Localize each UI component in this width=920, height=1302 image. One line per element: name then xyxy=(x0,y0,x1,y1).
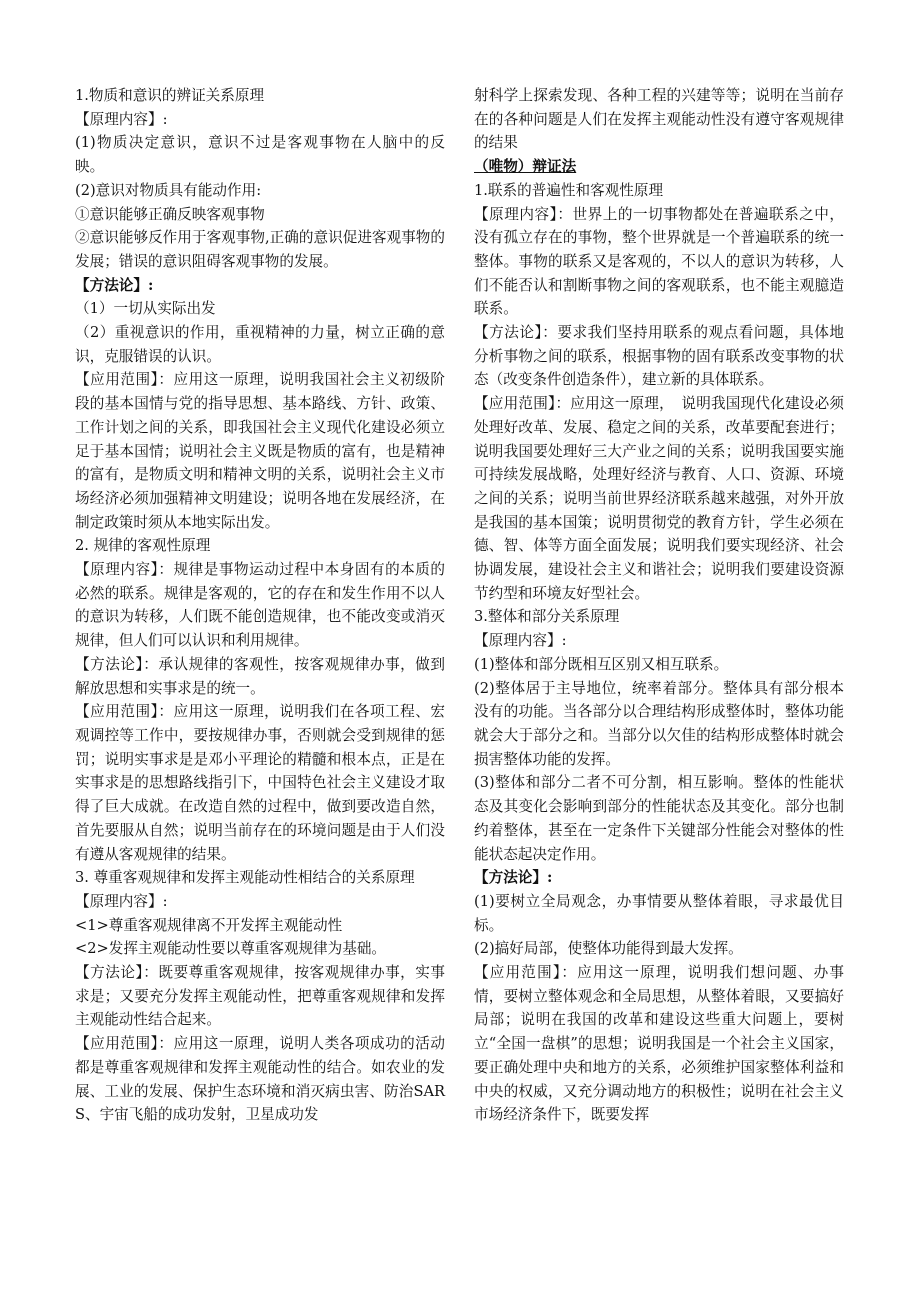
left-paragraph: <1>尊重客观规律离不开发挥主观能动性 xyxy=(75,916,343,934)
left-paragraph: 【应用范围】：应用这一原理，说明我国社会主义初级阶段的基本国情与党的指导思想、基本路线、方针、政策、工作计划之间的关系，即我国社会主义现代化建设必须立足于基本国情；说明社会主义既是物质的富有，也是精神的富有，是物质文明和精神文明的关系，说明社会主义市场经济必须加强精神文明建设；说明各地在发展经济，在制定政策时须从本地实际出发。 xyxy=(75,371,445,531)
left-paragraph: ②意识能够反作用于客观事物,正确的意识促进客观事物的发展；错误的意识阻碍客观事物的发展。 xyxy=(75,229,445,270)
left-paragraph: (2)意识对物质具有能动作用: xyxy=(75,181,262,199)
right-paragraph: (2)整体居于主导地位，统率着部分。整体具有部分根本没有的功能。当各部分以合理结构形成整体时，整体功能就会大于部分之和。当部分以欠佳的结构形成整体时就会损害整体功能的发挥。 xyxy=(474,679,844,768)
left-paragraph: ①意识能够正确反映客观事物 xyxy=(75,205,265,223)
left-paragraph: 【原理内容】: xyxy=(75,110,168,128)
left-paragraph: 【方法论】: xyxy=(75,276,154,294)
left-paragraph: 【原理内容】: xyxy=(75,892,168,910)
left-paragraph: 【原理内容】：规律是事物运动过程中本身固有的本质的必然的联系。规律是客观的，它的存在和发生作用不以人的意识为转移，人们既不能创造规律，也不能改变或消灭规律，但人们可以认识和利用规律。 xyxy=(75,561,445,650)
right-paragraph: 3.整体和部分关系原理 xyxy=(474,608,620,626)
right-paragraph: (3)整体和部分二者不可分割，相互影响。整体的性能状态及其变化会影响到部分的性能状态及其变化。部分也制约着整体，甚至在一定条件下关键部分性能会对整体的性能状态起决定作用。 xyxy=(474,774,844,863)
left-paragraph: (1)物质决定意识，意识不过是客观事物在人脑中的反映。 xyxy=(75,134,445,176)
left-paragraph: 3. 尊重客观规律和发挥主观能动性相结合的关系原理 xyxy=(75,869,415,887)
right-paragraph: 【应用范围】：应用这一原理，说明我们想问题、办事情，要树立整体观念和全局思想，从整体着眼，又要搞好局部；说明在我国的改革和建设这些重大问题上，要树立“全国一盘棋”的思想；说明我国是一个社会主义国家，要正确处理中央和地方的关系，必须维护国家整体利益和中央的权威，又充分调动地方的积极性；说明在社会主义市场经济条件下，既要发挥 xyxy=(474,964,844,1124)
right-paragraph: （唯物）辩证法 xyxy=(474,158,577,176)
right-paragraph: 1.联系的普遍性和客观性原理 xyxy=(474,181,664,199)
left-paragraph: <2>发挥主观能动性要以尊重客观规律为基础。 xyxy=(75,940,387,958)
left-paragraph: 【应用范围】：应用这一原理，说明我们在各项工程、宏观调控等工作中，要按规律办事，否则就会受到规律的惩罚；说明实事求是是邓小平理论的精髓和根本点，正是在实事求是的思想路线指引下，中国特色社会主义建设才取得了巨大成就。在改造自然的过程中，做到要改造自然，首先要服从自然；说明当前存在的环境问题是由于人们没有遵从客观规律的结果。 xyxy=(75,703,445,863)
left-column xyxy=(75,84,445,1127)
right-paragraph: 【方法论】：要求我们坚持用联系的观点看问题，具体地分析事物之间的联系，根据事物的固有联系改变事物的状态（改变条件创造条件），建立新的具体联系。 xyxy=(474,324,844,389)
right-paragraph: 【原理内容】: xyxy=(474,632,567,650)
right-paragraph: 【应用范围】：应用这一原理， 说明我国现代化建设必须处理好改革、发展、稳定之间的关系，改革要配套进行；说明我国要处理好三大产业之间的关系；说明我国要实施可持续发展战略，处理好经济与教育、人口、资源、环境之间的关系；说明当前世界经济联系越来越强，对外开放是我国的基本国策；说明贯彻党的教育方针，学生必须在德、智、体等方面全面发展；说明我们要实现经济、社会协调发展，建设社会主义和谐社会；说明我们要建设资源节约型和环境友好型社会。 xyxy=(474,395,844,602)
right-paragraph: 射科学上探索发现、各种工程的兴建等等；说明在当前存在的各种问题是人们在发挥主观能动性没有遵守客观规律的结果 xyxy=(474,87,844,152)
left-paragraph: （2）重视意识的作用，重视精神的力量，树立正确的意识，克服错误的认识。 xyxy=(75,324,445,365)
left-paragraph: 1.物质和意识的辨证关系原理 xyxy=(75,87,265,104)
left-paragraph: 【方法论】：既要尊重客观规律，按客观规律办事，实事求是；又要充分发挥主观能动性，把尊重客观规律和发挥主观能动性结合起来。 xyxy=(75,964,445,1029)
right-column xyxy=(474,84,844,1127)
left-paragraph: 【方法论】：承认规律的客观性，按客观规律办事，做到解放思想和实事求是的统一。 xyxy=(75,655,445,697)
right-paragraph: (1)要树立全局观念，办事情要从整体着眼，寻求最优目标。 xyxy=(474,892,844,934)
right-paragraph: 【原理内容】：世界上的一切事物都处在普遍联系之中，没有孤立存在的事物，整个世界就是一个普遍联系的统一整体。事物的联系又是客观的，不以人的意识为转移，人们不能否认和割断事物之间的客观联系，也不能主观臆造联系。 xyxy=(474,205,844,318)
right-paragraph: (1)整体和部分既相互区别又相互联系。 xyxy=(474,655,729,673)
right-paragraph: (2)搞好局部，使整体功能得到最大发挥。 xyxy=(474,940,743,958)
left-paragraph: 【应用范围】：应用这一原理，说明人类各项成功的活动都是尊重客观规律和发挥主观能动性的结合。如农业的发展、工业的发展、保护生态环境和消灭病虫害、防治SARS、宇宙飞船的成功发射，卫星成功发 xyxy=(75,1035,445,1124)
right-paragraph: 【方法论】: xyxy=(474,869,553,887)
left-paragraph: 2. 规律的客观性原理 xyxy=(75,537,211,555)
left-paragraph: （1）一切从实际出发 xyxy=(75,300,216,318)
